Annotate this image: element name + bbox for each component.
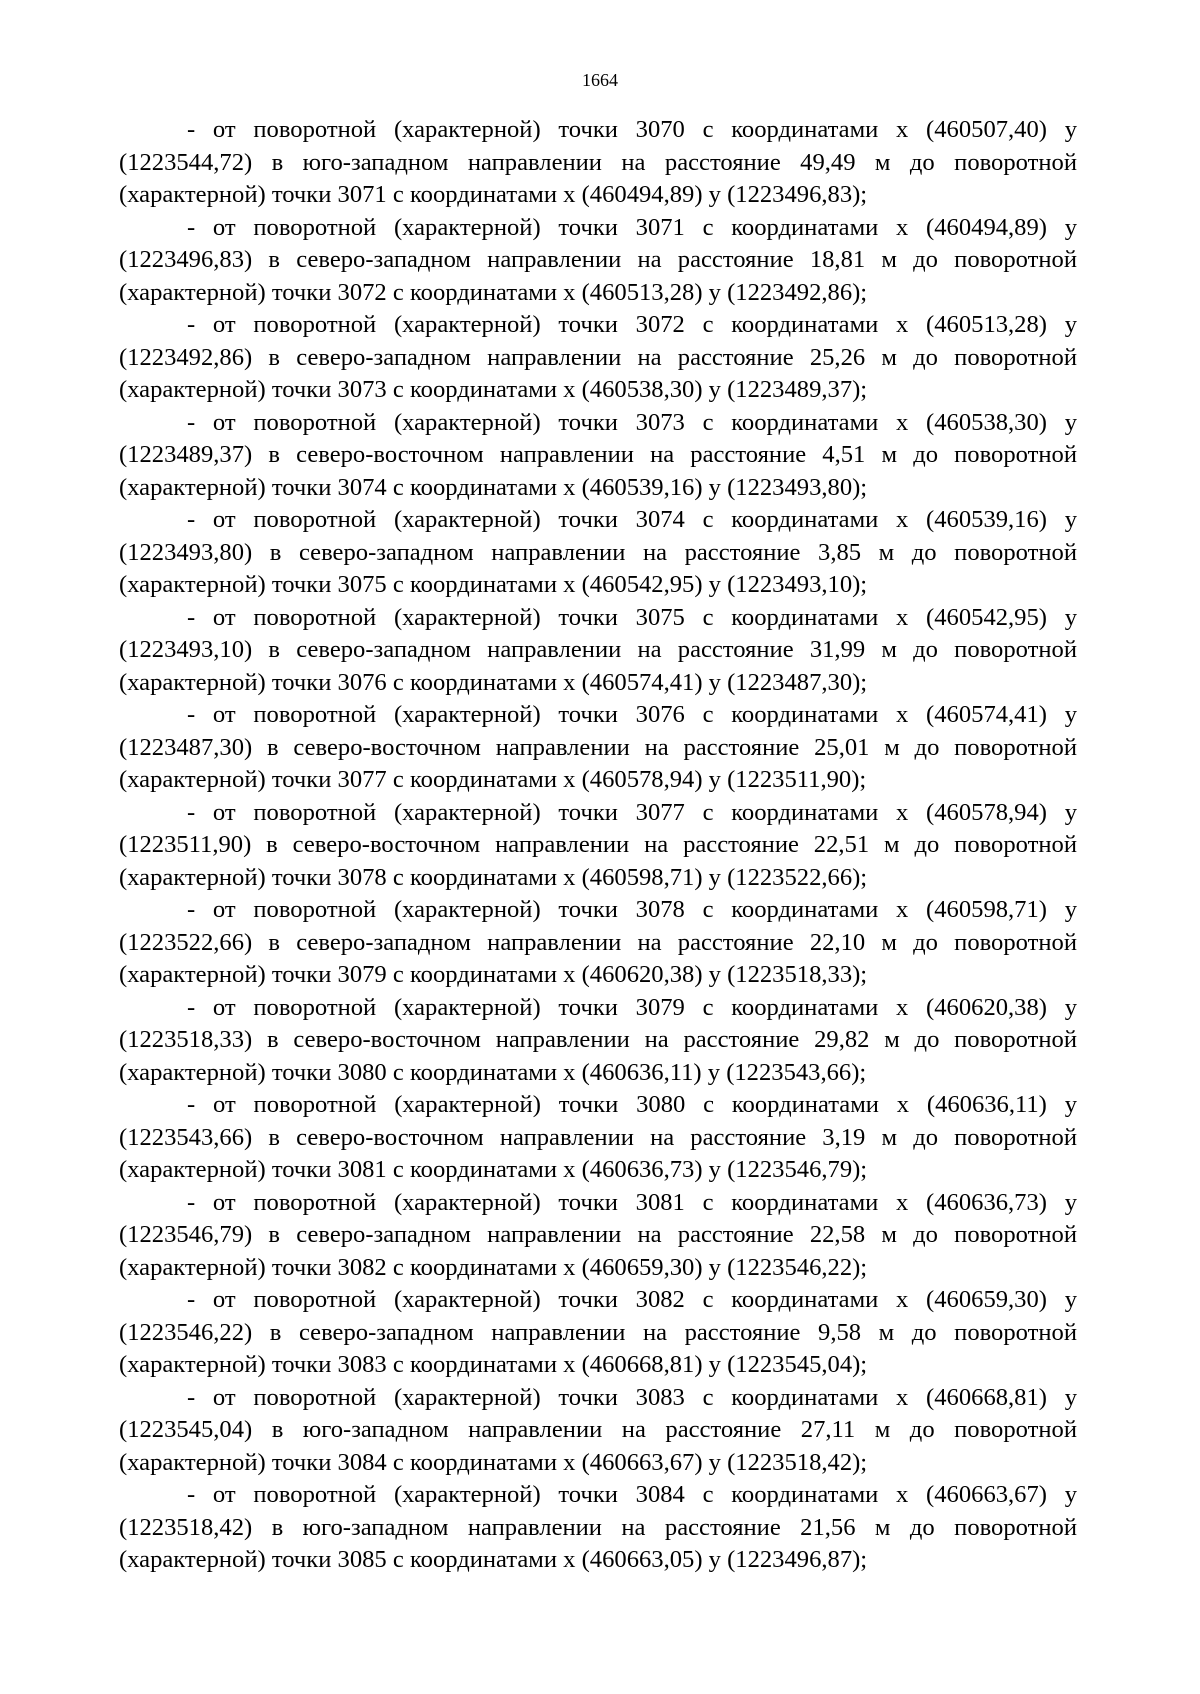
paragraph: - от поворотной (характерной) точки 3075 с координатами х (460542,95) у (1223493,10) в северо-западном направлении на расстояние 31,99 м до поворотной (характерной) точки 3076 с координатами х (460574,41) у (1223487,30); (119, 603, 1077, 696)
paragraph: - от поворотной (характерной) точки 3070 с координатами х (460507,40) у (1223544,72) в юго-западном направлении на расстояние 49,49 м до поворотной (характерной) точки 3071 с координатами х (460494,89) у (1223496,83); (119, 116, 1077, 208)
paragraph: - от поворотной (характерной) точки 3071 с координатами х (460494,89) у (1223496,83) в северо-западном направлении на расстояние 18,81 м до поворотной (характерной) точки 3072 с координатами х (460513,28) у (1223492,86); (119, 213, 1077, 306)
paragraph: - от поворотной (характерной) точки 3072 с координатами х (460513,28) у (1223492,86) в северо-западном направлении на расстояние 25,26 м до поворотной (характерной) точки 3073 с координатами х (460538,30) у (1223489,37); (119, 311, 1077, 403)
paragraph: - от поворотной (характерной) точки 3074 с координатами х (460539,16) у (1223493,80) в северо-западном направлении на расстояние 3,85 м до поворотной (характерной) точки 3075 с координатами х (460542,95) у (1223493,10); (119, 506, 1077, 598)
paragraph: - от поворотной (характерной) точки 3081 с координатами х (460636,73) у (1223546,79) в северо-западном направлении на расстояние 22,58 м до поворотной (характерной) точки 3082 с координатами х (460659,30) у (1223546,22); (119, 1188, 1077, 1281)
paragraph: - от поворотной (характерной) точки 3083 с координатами х (460668,81) у (1223545,04) в юго-западном направлении на расстояние 27,11 м до поворотной (характерной) точки 3084 с координатами х (460663,67) у (1223518,42); (119, 1383, 1077, 1476)
paragraph: - от поворотной (характерной) точки 3080 с координатами х (460636,11) у (1223543,66) в северо-восточном направлении на расстояние 3,19 м до поворотной (характерной) точки 3081 с координатами х (460636,73) у (1223546,79); (119, 1091, 1077, 1183)
paragraph: - от поворотной (характерной) точки 3076 с координатами х (460574,41) у (1223487,30) в северо-восточном направлении на расстояние 25,01 м до поворотной (характерной) точки 3077 с координатами х (460578,94) у (1223511,90); (119, 701, 1077, 793)
page-number: 1664 (582, 70, 618, 90)
document-body (119, 114, 1077, 1577)
paragraph: - от поворотной (характерной) точки 3084 с координатами х (460663,67) у (1223518,42) в юго-западном направлении на расстояние 21,56 м до поворотной (характерной) точки 3085 с координатами х (460663,05) у (1223496,87); (119, 1481, 1077, 1573)
paragraph: - от поворотной (характерной) точки 3078 с координатами х (460598,71) у (1223522,66) в северо-западном направлении на расстояние 22,10 м до поворотной (характерной) точки 3079 с координатами х (460620,38) у (1223518,33); (119, 896, 1077, 988)
paragraph: - от поворотной (характерной) точки 3073 с координатами х (460538,30) у (1223489,37) в северо-восточном направлении на расстояние 4,51 м до поворотной (характерной) точки 3074 с координатами х (460539,16) у (1223493,80); (119, 408, 1077, 501)
paragraph: - от поворотной (характерной) точки 3077 с координатами х (460578,94) у (1223511,90) в северо-восточном направлении на расстояние 22,51 м до поворотной (характерной) точки 3078 с координатами х (460598,71) у (1223522,66); (119, 798, 1077, 891)
paragraph: - от поворотной (характерной) точки 3082 с координатами х (460659,30) у (1223546,22) в северо-западном направлении на расстояние 9,58 м до поворотной (характерной) точки 3083 с координатами х (460668,81) у (1223545,04); (119, 1286, 1077, 1378)
paragraph: - от поворотной (характерной) точки 3079 с координатами х (460620,38) у (1223518,33) в северо-восточном направлении на расстояние 29,82 м до поворотной (характерной) точки 3080 с координатами х (460636,11) у (1223543,66); (119, 993, 1077, 1086)
